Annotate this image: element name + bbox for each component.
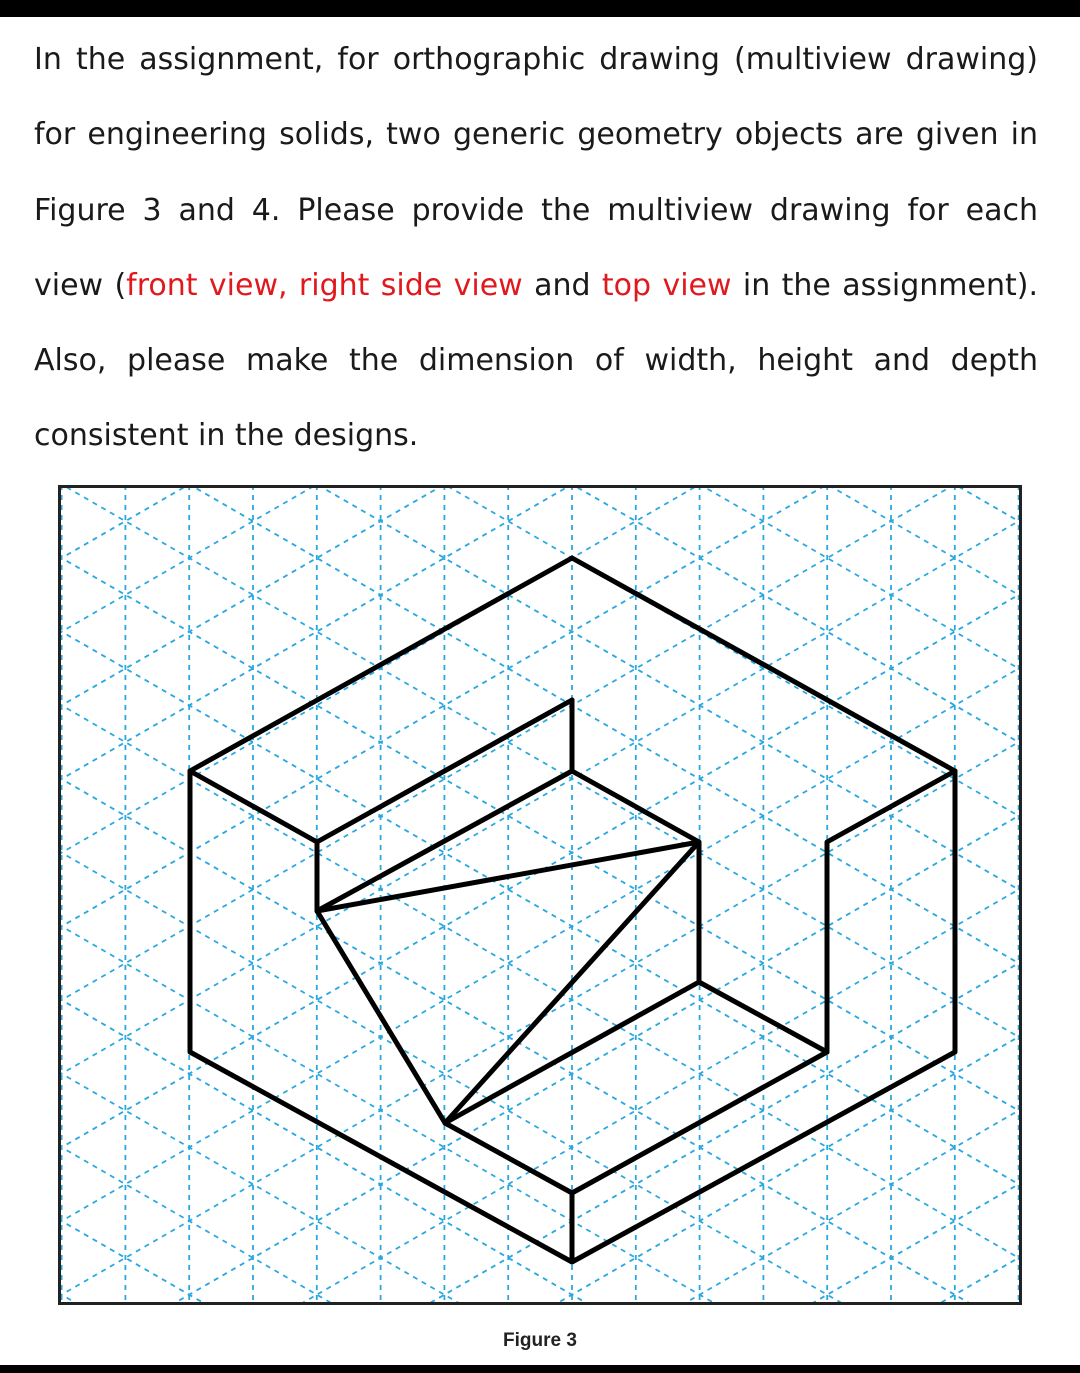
paragraph-line-5: Also, please make the dimension of width, height and depth	[34, 343, 1038, 379]
highlight-front-right-views: front view, right side view	[126, 267, 523, 303]
figure-caption: Figure 3	[503, 1330, 577, 1351]
line4-pre: view (	[34, 267, 127, 303]
top-bar	[0, 0, 1080, 17]
highlight-top-view: top view	[601, 267, 732, 303]
isometric-figure	[58, 485, 1022, 1305]
figure-background	[58, 485, 1022, 1305]
assignment-paragraph	[34, 22, 1038, 474]
line4-mid: and	[522, 267, 602, 303]
figure-3	[58, 485, 1022, 1305]
paragraph-line-6: consistent in the designs.	[34, 418, 419, 454]
paragraph-line-2: for engineering solids, two generic geometry objects are given in	[34, 117, 1038, 153]
paragraph-line-1: In the assignment, for orthographic drawing (multiview drawing)	[34, 42, 1038, 77]
bottom-bar	[0, 1365, 1080, 1373]
paragraph-line-3: Figure 3 and 4. Please provide the multiview drawing for each	[34, 192, 1038, 228]
paragraph-line-4	[34, 248, 1038, 323]
line4-post: in the assignment).	[731, 267, 1038, 303]
